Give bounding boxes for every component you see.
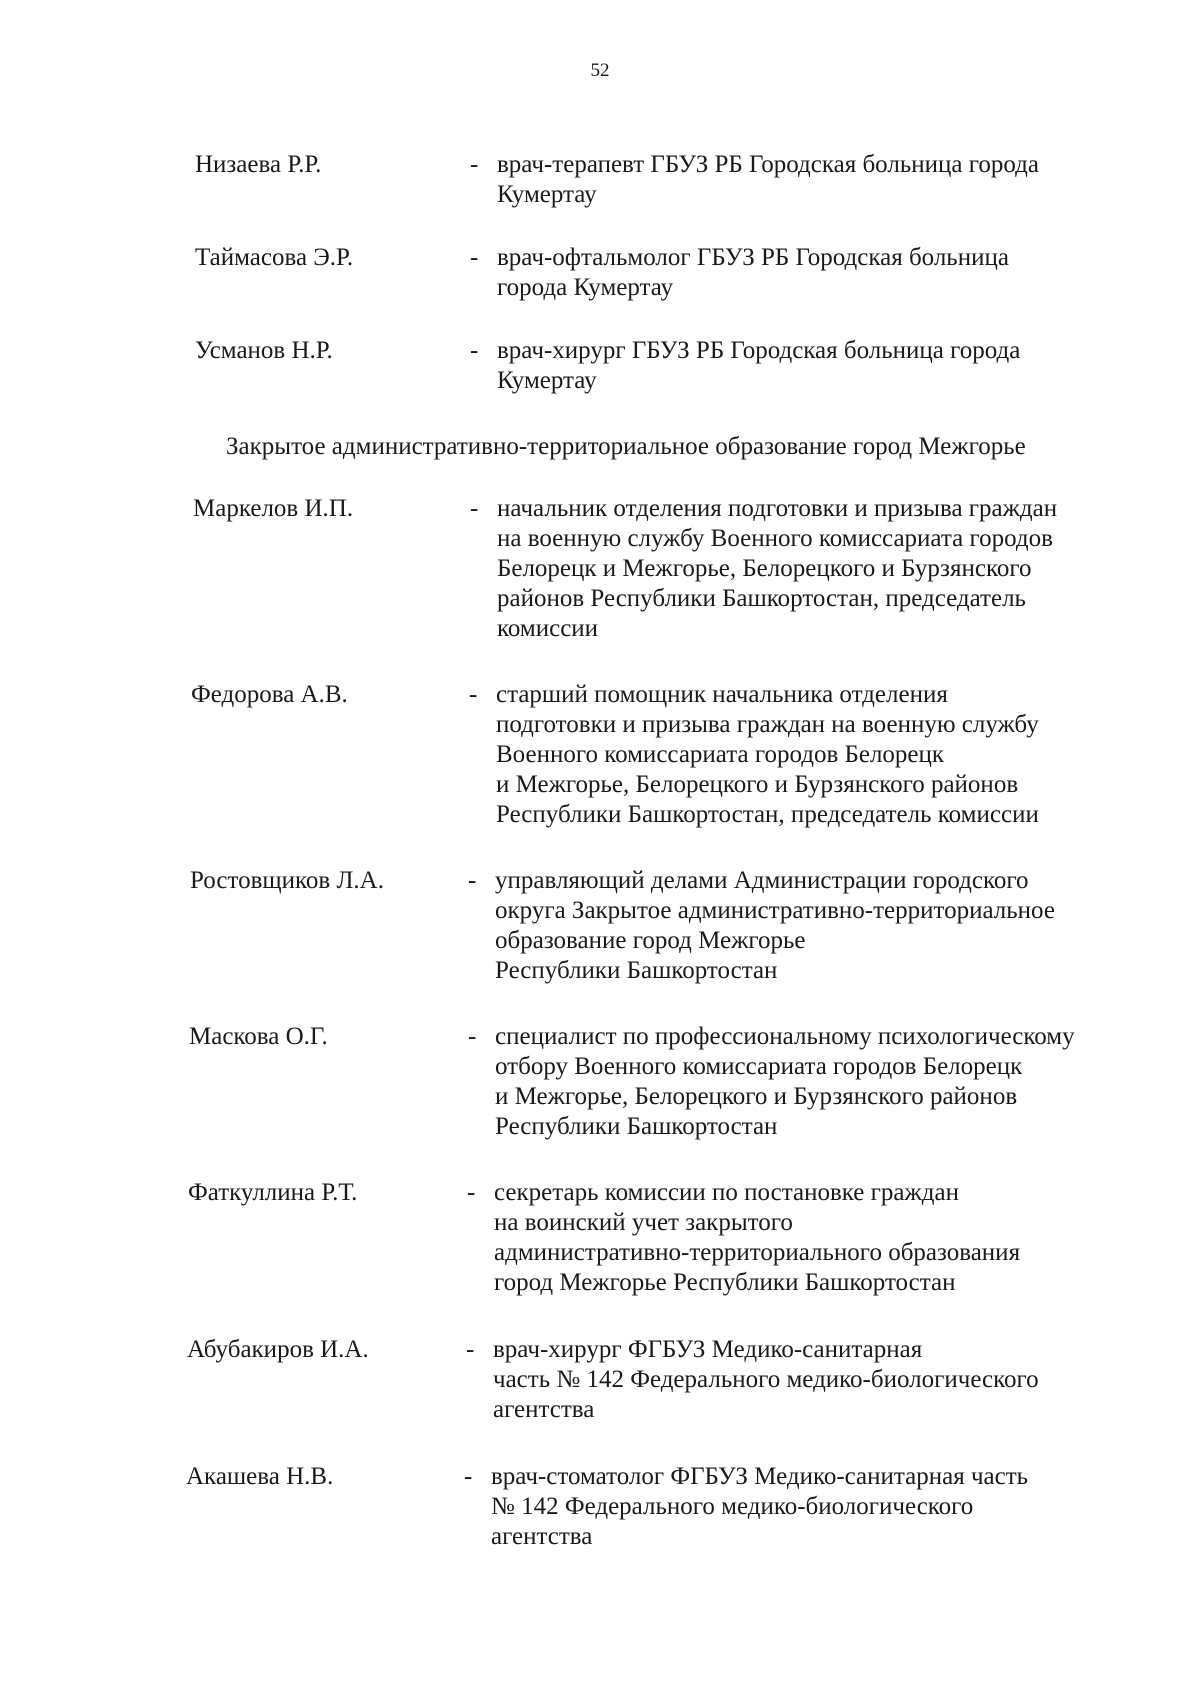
dash: - [468, 1023, 477, 1050]
person-name: Акашева Н.В. [186, 1463, 334, 1490]
position-description [495, 866, 1055, 986]
description-line: и Межгорье, Белорецкого и Бурзянского районов [496, 771, 1019, 798]
description-line: город Межгорье Республики Башкортостан [494, 1269, 956, 1296]
description-line: районов Республики Башкортостан, председатель [497, 585, 1026, 612]
description-line: начальник отделения подготовки и призыва граждан [497, 495, 1058, 522]
description-line: на военную службу Военного комиссариата городов [497, 525, 1053, 552]
description-line: на воинский учет закрытого [494, 1209, 793, 1236]
description-line: Республики Башкортостан, председатель комиссии [496, 801, 1039, 828]
person-name: Усманов Н.Р. [195, 337, 333, 364]
description-line: округа Закрытое административно-территориальное [495, 897, 1055, 924]
description-line: врач-офтальмолог ГБУЗ РБ Городская больница [497, 244, 1009, 271]
person-name: Абубакиров И.А. [187, 1336, 369, 1363]
person-name: Маскова О.Г. [189, 1023, 328, 1050]
person-name: Маркелов И.П. [193, 495, 354, 522]
description-line: Военного комиссариата городов Белорецк [496, 741, 945, 768]
dash: - [469, 681, 478, 708]
dash: - [464, 1463, 473, 1490]
description-line: управляющий делами Администрации городского [495, 867, 1029, 894]
position-description [497, 150, 1039, 210]
person-name: Таймасова Э.Р. [195, 244, 354, 271]
position-description [497, 494, 1057, 644]
dash: - [470, 244, 479, 271]
dash: - [467, 1179, 476, 1206]
description-line: часть № 142 Федерального медико-биологического [493, 1366, 1039, 1393]
description-line: врач-хирург ФГБУЗ Медико-санитарная [493, 1336, 923, 1363]
person-name: Ростовщиков Л.А. [190, 867, 384, 894]
description-line: специалист по профессиональному психологическому [495, 1023, 1075, 1050]
position-description [494, 1178, 1020, 1298]
position-description [496, 680, 1039, 830]
description-line: комиссии [497, 615, 599, 642]
position-description [497, 336, 1020, 396]
dash: - [466, 1336, 475, 1363]
dash: - [470, 151, 479, 178]
dash: - [470, 495, 479, 522]
person-name: Фаткуллина Р.Т. [188, 1179, 358, 1206]
description-line: Республики Башкортостан [495, 957, 778, 984]
description-line: административно-территориального образования [494, 1239, 1021, 1266]
position-description [495, 1022, 1075, 1142]
description-line: Кумертау [497, 181, 597, 208]
description-line: отбору Военного комиссариата городов Белорецк [495, 1053, 1023, 1080]
description-line: образование город Межгорье [495, 927, 806, 954]
description-line: Республики Башкортостан [495, 1113, 778, 1140]
description-line: секретарь комиссии по постановке граждан [494, 1179, 959, 1206]
description-line: подготовки и призыва граждан на военную службу [496, 711, 1039, 738]
description-line: Белорецк и Межгорье, Белорецкого и Бурзянского [497, 555, 1032, 582]
dash: - [468, 867, 477, 894]
description-line: врач-стоматолог ФГБУЗ Медико-санитарная часть [491, 1463, 1029, 1490]
description-line: Кумертау [497, 367, 597, 394]
description-line: врач-хирург ГБУЗ РБ Городская больница города [497, 337, 1021, 364]
person-name: Низаева Р.Р. [195, 151, 322, 178]
section-heading: Закрытое административно-территориальное образование город Межгорье [226, 433, 1026, 460]
position-description [493, 1335, 1039, 1425]
page-number: 52 [590, 60, 610, 81]
dash: - [470, 337, 479, 364]
description-line: старший помощник начальника отделения [496, 681, 948, 708]
description-line: агентства [493, 1396, 595, 1423]
description-line: и Межгорье, Белорецкого и Бурзянского районов [495, 1083, 1018, 1110]
description-line: города Кумертау [497, 274, 674, 301]
position-description [491, 1462, 1028, 1552]
description-line: врач-терапевт ГБУЗ РБ Городская больница города [497, 151, 1039, 178]
description-line: агентства [491, 1523, 593, 1550]
position-description [497, 243, 1009, 303]
description-line: № 142 Федерального медико-биологического [491, 1493, 974, 1520]
person-name: Федорова А.В. [191, 681, 348, 708]
